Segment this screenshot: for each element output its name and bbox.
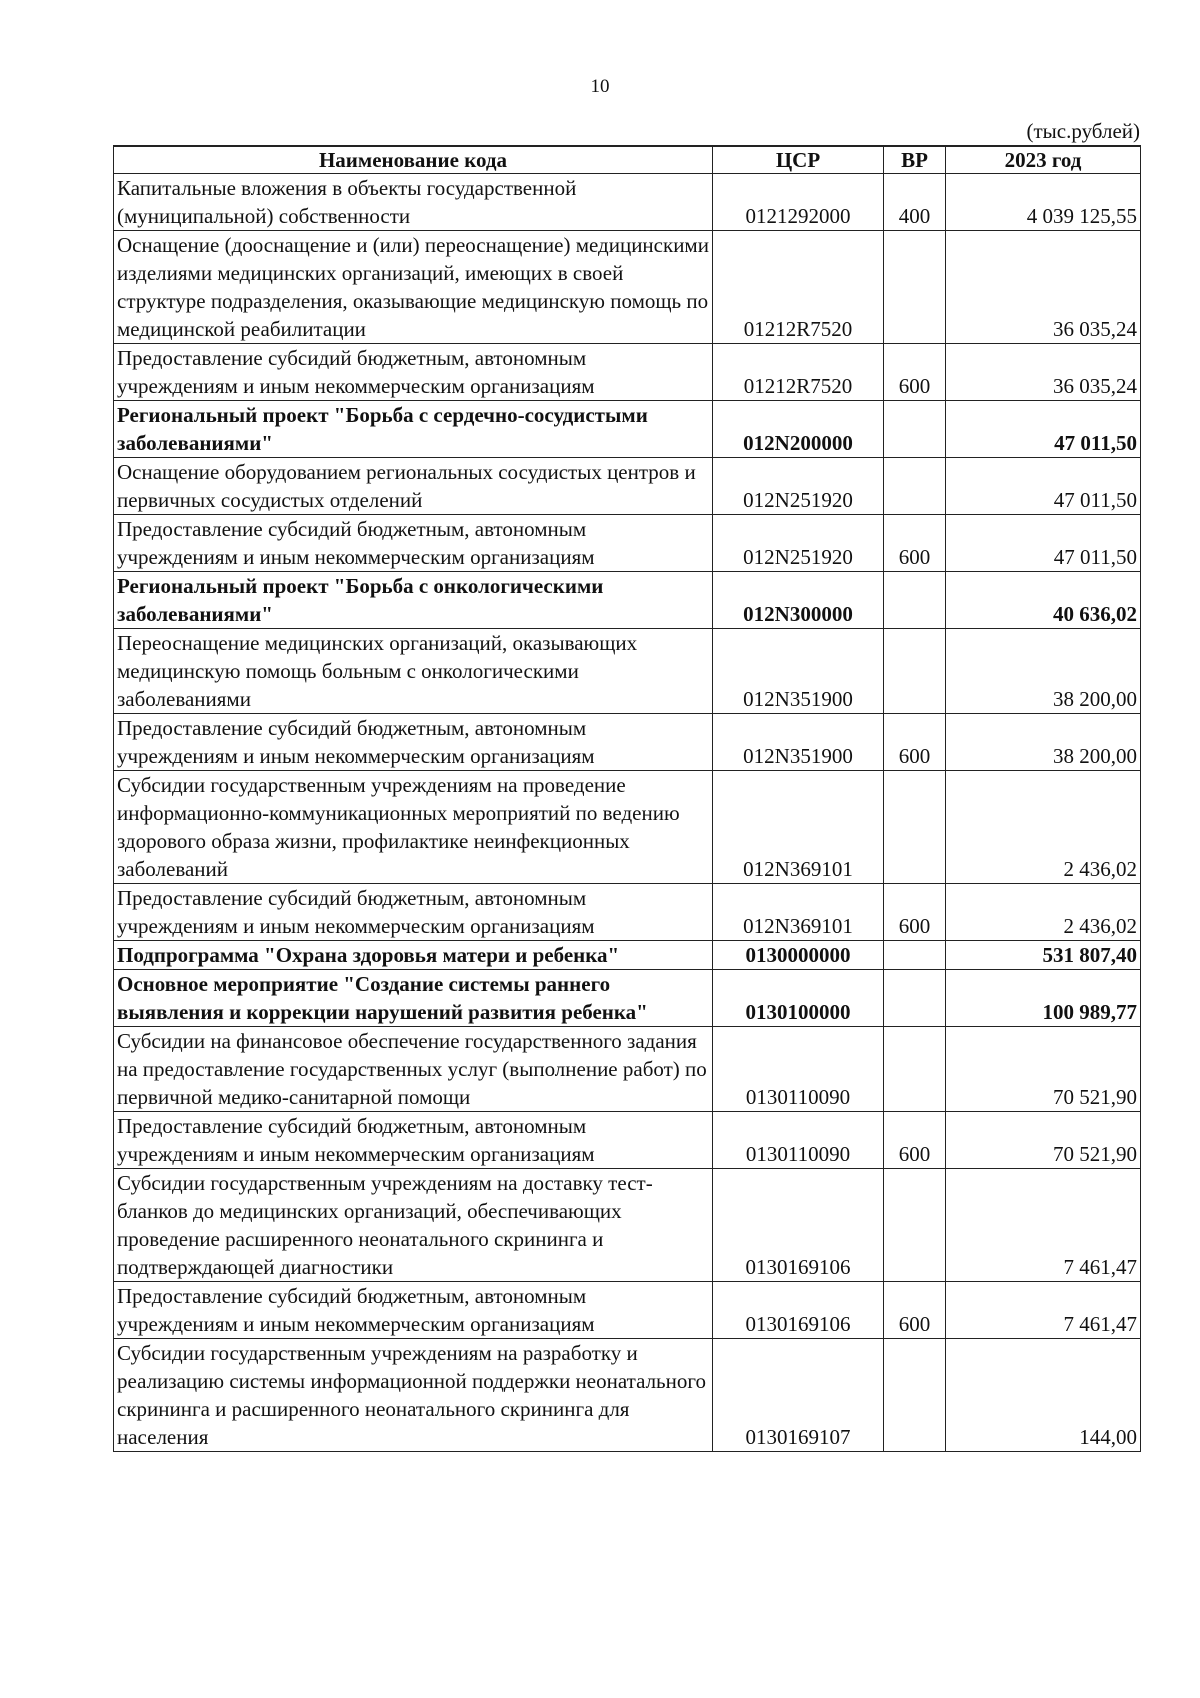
cell-sum: 531 807,40 — [946, 941, 1141, 970]
cell-name: Предоставление субсидий бюджетным, автономным учреждениям и иным некоммерческим организациям — [114, 1282, 713, 1339]
cell-sum: 144,00 — [946, 1339, 1141, 1452]
cell-csr: 012N369101 — [713, 884, 884, 941]
cell-csr: 0130110090 — [713, 1027, 884, 1112]
cell-csr: 0130000000 — [713, 941, 884, 970]
budget-table — [113, 145, 1141, 1452]
cell-name: Предоставление субсидий бюджетным, автономным учреждениям и иным некоммерческим организациям — [114, 884, 713, 941]
table-row — [114, 884, 1141, 941]
cell-sum: 2 436,02 — [946, 884, 1141, 941]
table-row — [114, 714, 1141, 771]
cell-csr: 0130169107 — [713, 1339, 884, 1452]
cell-name: Предоставление субсидий бюджетным, автономным учреждениям и иным некоммерческим организациям — [114, 515, 713, 572]
cell-vr — [884, 572, 946, 629]
cell-vr — [884, 941, 946, 970]
cell-vr — [884, 1339, 946, 1452]
table-row — [114, 1282, 1141, 1339]
cell-vr — [884, 401, 946, 458]
cell-sum: 47 011,50 — [946, 401, 1141, 458]
cell-sum: 7 461,47 — [946, 1169, 1141, 1282]
table-row — [114, 941, 1141, 970]
cell-sum: 100 989,77 — [946, 970, 1141, 1027]
cell-vr — [884, 629, 946, 714]
cell-csr: 01212R7520 — [713, 344, 884, 401]
cell-vr: 600 — [884, 714, 946, 771]
cell-vr — [884, 458, 946, 515]
table-row — [114, 231, 1141, 344]
table-body — [114, 174, 1141, 1452]
table-row — [114, 458, 1141, 515]
cell-vr — [884, 1027, 946, 1112]
cell-name: Субсидии государственным учреждениям на разработку и реализацию системы информационной поддержки неонатального скрининга и расширенного неонатального скрининга для населения — [114, 1339, 713, 1452]
cell-csr: 0130100000 — [713, 970, 884, 1027]
table-row — [114, 1112, 1141, 1169]
cell-name: Переоснащение медицинских организаций, оказывающих медицинскую помощь больным с онкологическими заболеваниями — [114, 629, 713, 714]
table-row — [114, 1027, 1141, 1112]
cell-sum: 2 436,02 — [946, 771, 1141, 884]
cell-name: Оснащение оборудованием региональных сосудистых центров и первичных сосудистых отделений — [114, 458, 713, 515]
cell-sum: 38 200,00 — [946, 714, 1141, 771]
cell-csr: 012N200000 — [713, 401, 884, 458]
table-row — [114, 1339, 1141, 1452]
cell-sum: 40 636,02 — [946, 572, 1141, 629]
cell-csr: 0130169106 — [713, 1169, 884, 1282]
cell-sum: 36 035,24 — [946, 344, 1141, 401]
table-row — [114, 174, 1141, 231]
cell-name: Подпрограмма "Охрана здоровья матери и ребенка" — [114, 941, 713, 970]
cell-vr — [884, 771, 946, 884]
cell-sum: 70 521,90 — [946, 1112, 1141, 1169]
cell-vr: 600 — [884, 884, 946, 941]
table-row — [114, 401, 1141, 458]
table-row — [114, 515, 1141, 572]
cell-name: Субсидии на финансовое обеспечение государственного задания на предоставление государственных услуг (выполнение работ) по первичной медико-санитарной помощи — [114, 1027, 713, 1112]
cell-vr: 600 — [884, 1112, 946, 1169]
cell-name: Региональный проект "Борьба с сердечно-сосудистыми заболеваниями" — [114, 401, 713, 458]
cell-csr: 0130169106 — [713, 1282, 884, 1339]
cell-sum: 7 461,47 — [946, 1282, 1141, 1339]
cell-csr: 012N351900 — [713, 629, 884, 714]
table-row — [114, 771, 1141, 884]
cell-vr — [884, 970, 946, 1027]
cell-sum: 36 035,24 — [946, 231, 1141, 344]
cell-vr: 400 — [884, 174, 946, 231]
table-header-row — [114, 146, 1141, 174]
header-vr: ВР — [884, 146, 946, 174]
cell-name: Предоставление субсидий бюджетным, автономным учреждениям и иным некоммерческим организациям — [114, 344, 713, 401]
cell-csr: 012N251920 — [713, 458, 884, 515]
table-row — [114, 344, 1141, 401]
cell-name: Основное мероприятие "Создание системы раннего выявления и коррекции нарушений развития ребенка" — [114, 970, 713, 1027]
cell-name: Региональный проект "Борьба с онкологическими заболеваниями" — [114, 572, 713, 629]
units-label: (тыс.рублей) — [1026, 119, 1140, 143]
cell-sum: 47 011,50 — [946, 458, 1141, 515]
cell-sum: 4 039 125,55 — [946, 174, 1141, 231]
cell-vr — [884, 1169, 946, 1282]
cell-csr: 012N251920 — [713, 515, 884, 572]
cell-csr: 012N369101 — [713, 771, 884, 884]
table-row — [114, 1169, 1141, 1282]
table-row — [114, 629, 1141, 714]
cell-sum: 47 011,50 — [946, 515, 1141, 572]
cell-name: Субсидии государственным учреждениям на доставку тест-бланков до медицинских организаций, обеспечивающих проведение расширенного неонатального скрининга и подтверждающей диагностики — [114, 1169, 713, 1282]
header-sum: 2023 год — [946, 146, 1141, 174]
page-number: 10 — [590, 76, 610, 97]
cell-vr — [884, 231, 946, 344]
cell-csr: 012N351900 — [713, 714, 884, 771]
cell-csr: 0121292000 — [713, 174, 884, 231]
cell-sum: 38 200,00 — [946, 629, 1141, 714]
cell-vr: 600 — [884, 515, 946, 572]
cell-csr: 012N300000 — [713, 572, 884, 629]
cell-csr: 01212R7520 — [713, 231, 884, 344]
cell-csr: 0130110090 — [713, 1112, 884, 1169]
table-row — [114, 572, 1141, 629]
cell-name: Капитальные вложения в объекты государственной (муниципальной) собственности — [114, 174, 713, 231]
header-name: Наименование кода — [114, 146, 713, 174]
table-row — [114, 970, 1141, 1027]
cell-name: Оснащение (дооснащение и (или) переоснащение) медицинскими изделиями медицинских организаций, имеющих в своей структуре подразделения, оказывающие медицинскую помощь по медицинской реабилитации — [114, 231, 713, 344]
cell-name: Субсидии государственным учреждениям на проведение информационно-коммуникационных мероприятий по ведению здорового образа жизни, профилактике неинфекционных заболеваний — [114, 771, 713, 884]
cell-vr: 600 — [884, 1282, 946, 1339]
header-csr: ЦСР — [713, 146, 884, 174]
cell-name: Предоставление субсидий бюджетным, автономным учреждениям и иным некоммерческим организациям — [114, 714, 713, 771]
cell-name: Предоставление субсидий бюджетным, автономным учреждениям и иным некоммерческим организациям — [114, 1112, 713, 1169]
cell-sum: 70 521,90 — [946, 1027, 1141, 1112]
cell-vr: 600 — [884, 344, 946, 401]
